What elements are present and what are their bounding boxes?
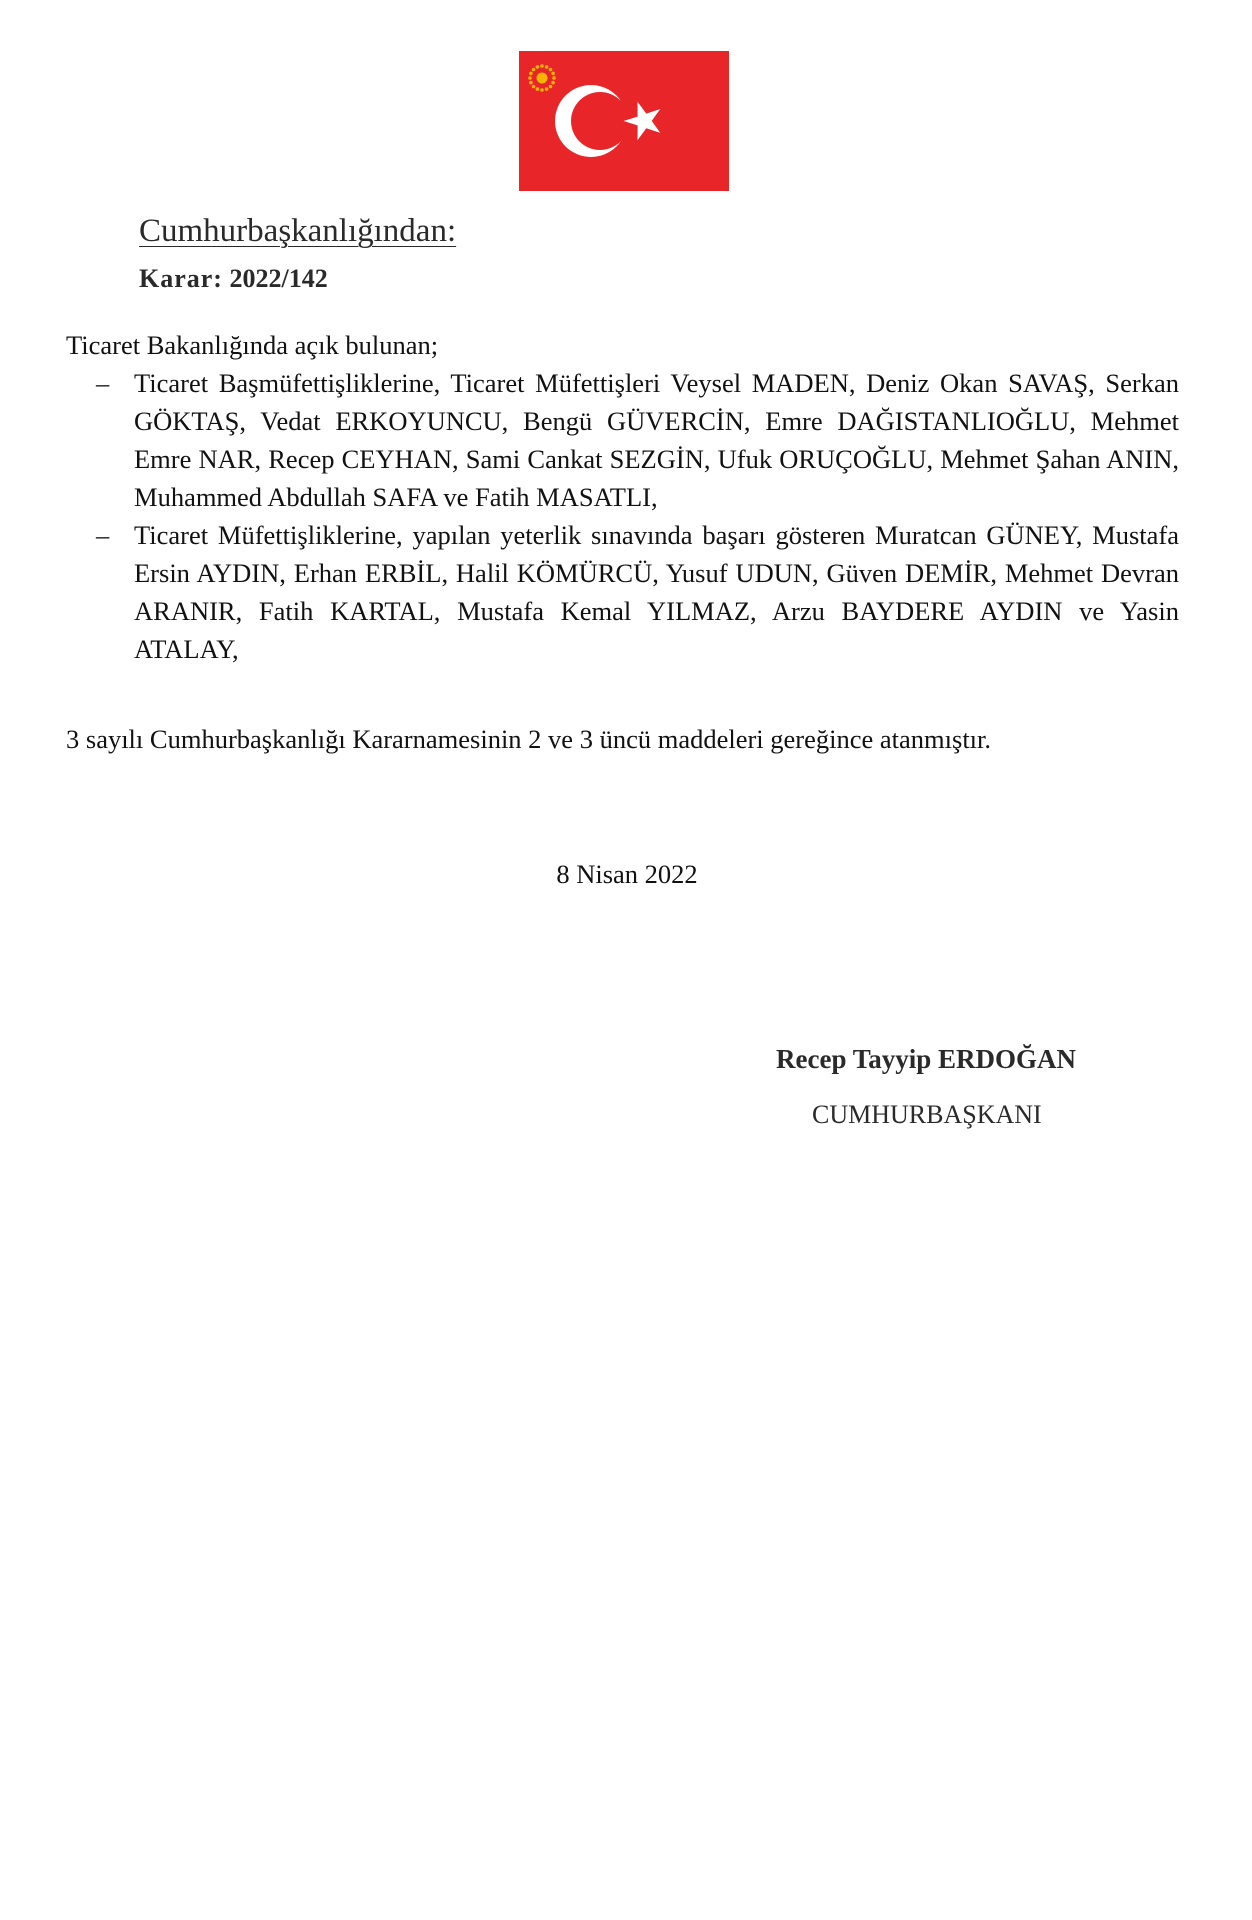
- list-dash: –: [96, 520, 110, 550]
- signatory-name: Recep Tayyip ERDOĞAN: [776, 1044, 1077, 1074]
- intro-paragraph: Ticaret Bakanlığında açık bulunan;: [66, 330, 439, 360]
- sun-star: [545, 65, 549, 69]
- decision-line: [139, 264, 328, 294]
- sun-star: [549, 85, 553, 89]
- sun-star: [532, 68, 536, 72]
- appointment-list: [96, 364, 1179, 668]
- signatory-title: CUMHURBAŞKANI: [812, 1100, 1042, 1129]
- list-item-text: Ticaret Başmüfettişliklerine, Ticaret Müfettişleri Veysel MADEN, Deniz Okan SAVAŞ, Serkan GÖKTAŞ, Vedat ERKOYUNCU, Bengü GÜVERCİN, Emre DAĞISTANLIOĞLU, Mehmet Emre NAR, Recep CEYHAN, Sami Cankat SEZGİN, Ufuk ORUÇOĞLU, Mehmet Şahan ANIN, Muhammed Abdullah SAFA ve Fatih MASATLI,: [134, 368, 1179, 512]
- issuer-heading: Cumhurbaşkanlığından:: [139, 213, 457, 249]
- sun-star: [552, 76, 556, 80]
- sun-star: [536, 65, 540, 69]
- sun-star: [529, 81, 533, 85]
- sun-star: [540, 64, 544, 68]
- decision-date: 8 Nisan 2022: [556, 859, 698, 889]
- sun-star: [551, 72, 555, 76]
- list-dash: –: [96, 368, 110, 398]
- sun-star: [536, 87, 540, 91]
- sun-star: [532, 85, 536, 89]
- list-item-text: Ticaret Müfettişliklerine, yapılan yeterlik sınavında başarı gösteren Muratcan GÜNEY, Mustafa Ersin AYDIN, Erhan ERBİL, Halil KÖMÜRCÜ, Yusuf UDUN, Güven DEMİR, Mehmet Devran ARANIR, Fatih KARTAL, Mustafa Kemal YILMAZ, Arzu BAYDERE AYDIN ve Yasin ATALAY,: [134, 520, 1179, 664]
- decision-label: Karar:: [139, 264, 223, 293]
- sun-star: [528, 76, 532, 80]
- turkish-presidential-flag-icon: [519, 51, 729, 191]
- list-item: [96, 516, 1179, 668]
- sun-star: [529, 72, 533, 76]
- closing-paragraph: 3 sayılı Cumhurbaşkanlığı Kararnamesinin 2 ve 3 üncü maddeleri gereğince atanmıştır.: [66, 724, 992, 754]
- list-item: [96, 364, 1179, 516]
- sun-star: [549, 68, 553, 72]
- sun-star: [551, 81, 555, 85]
- sun-star: [545, 87, 549, 91]
- decision-number: 2022/142: [229, 264, 328, 293]
- sun-star: [540, 88, 544, 92]
